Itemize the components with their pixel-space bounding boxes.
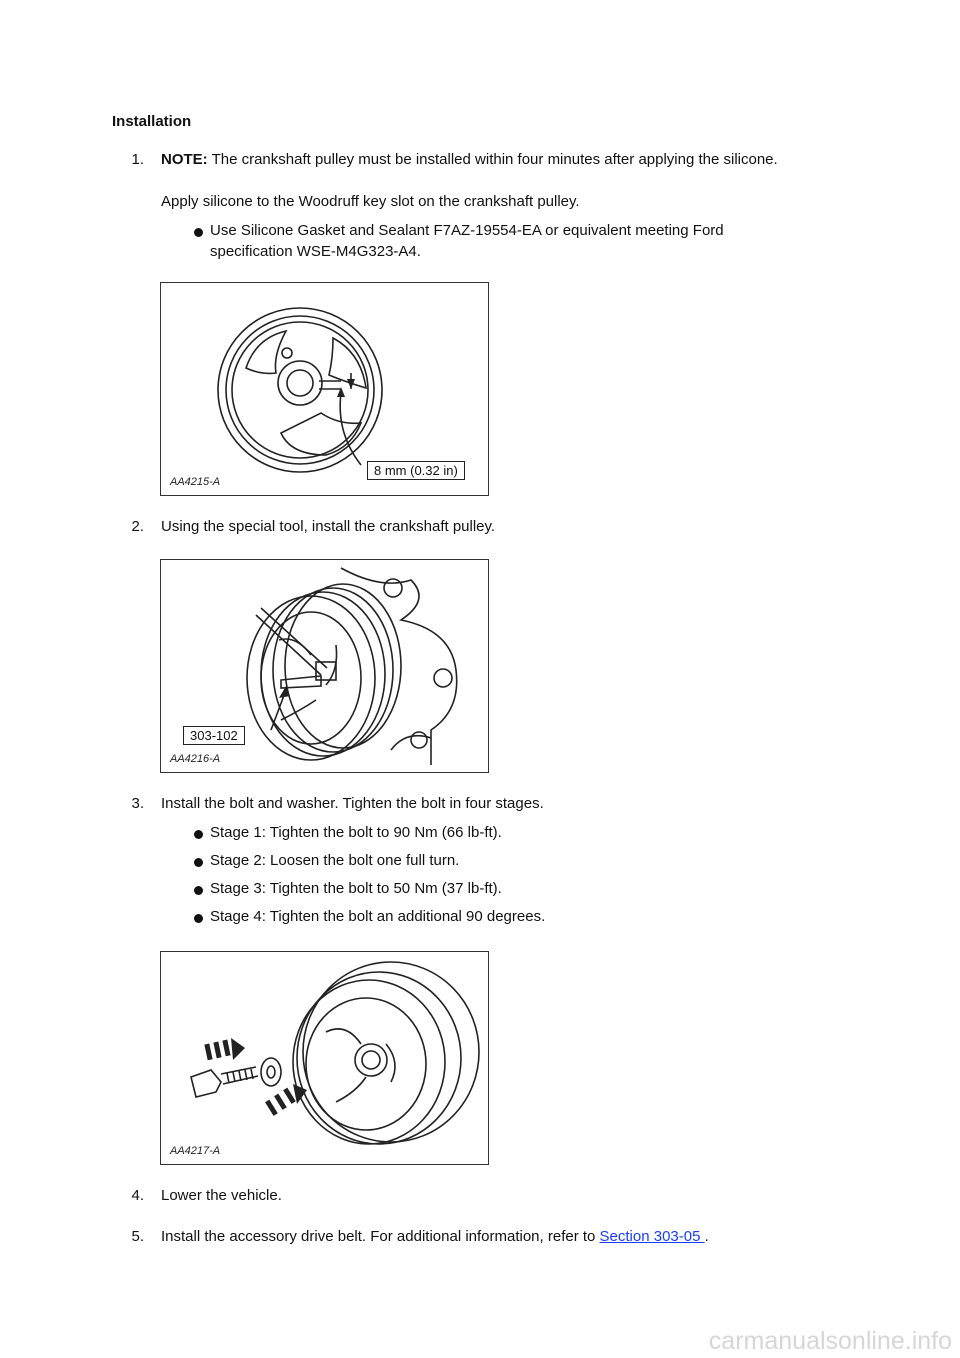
- step-1-bullet-line-1: Use Silicone Gasket and Sealant F7AZ-19554-EA or equivalent meeting Ford: [210, 222, 724, 239]
- watermark: carmanualsonline.info: [708, 1327, 952, 1355]
- bullet-icon: [194, 886, 203, 895]
- tool-callout: 303-102: [183, 726, 245, 745]
- section-303-05-link[interactable]: Section 303-05: [599, 1228, 705, 1245]
- step-5-text: [161, 1228, 709, 1245]
- step-3-bullet-4: Stage 4: Tighten the bolt an additional 90 degrees.: [210, 908, 546, 925]
- figure-bolt-washer: [160, 951, 489, 1165]
- note-label: NOTE:: [161, 151, 208, 168]
- step-3-bullet-2: Stage 2: Loosen the bolt one full turn.: [210, 852, 460, 869]
- step-2-text: Using the special tool, install the crankshaft pulley.: [161, 518, 496, 535]
- step-2-number: 2.: [131, 518, 144, 535]
- step-5-body: Install the accessory drive belt. For additional information, refer to: [161, 1228, 600, 1245]
- step-3-bullet-1: Stage 1: Tighten the bolt to 90 Nm (66 lb-ft).: [210, 824, 502, 841]
- section-heading: Installation: [112, 113, 192, 130]
- step-1-text: Apply silicone to the Woodruff key slot on the crankshaft pulley.: [161, 193, 580, 210]
- step-1-bullet-line-2: specification WSE-M4G323-A4.: [210, 243, 421, 260]
- figure-code: AA4216-A: [170, 753, 221, 765]
- bullet-icon: [194, 858, 203, 867]
- bolt-washer-illustration: [161, 952, 488, 1164]
- step-5-trailing: .: [704, 1228, 709, 1245]
- dimension-callout: 8 mm (0.32 in): [367, 461, 465, 480]
- figure-pulley-install-tool: [160, 559, 489, 773]
- step-3-text: Install the bolt and washer. Tighten the bolt in four stages.: [161, 795, 544, 812]
- figure-code: AA4215-A: [170, 476, 221, 488]
- step-3-number: 3.: [131, 795, 144, 812]
- bullet-icon: [194, 914, 203, 923]
- bullet-icon: [194, 228, 203, 237]
- note-text: The crankshaft pulley must be installed within four minutes after applying the silicone.: [207, 151, 778, 168]
- step-3-bullet-3: Stage 3: Tighten the bolt to 50 Nm (37 lb-ft).: [210, 880, 502, 897]
- bullet-icon: [194, 830, 203, 839]
- step-4-text: Lower the vehicle.: [161, 1187, 282, 1204]
- step-1-note: [161, 151, 778, 168]
- figure-code: AA4217-A: [170, 1145, 221, 1157]
- step-4-number: 4.: [131, 1187, 144, 1204]
- step-5-number: 5.: [131, 1228, 144, 1245]
- figure-pulley-silicone: [160, 282, 489, 496]
- step-1-number: 1.: [131, 151, 144, 168]
